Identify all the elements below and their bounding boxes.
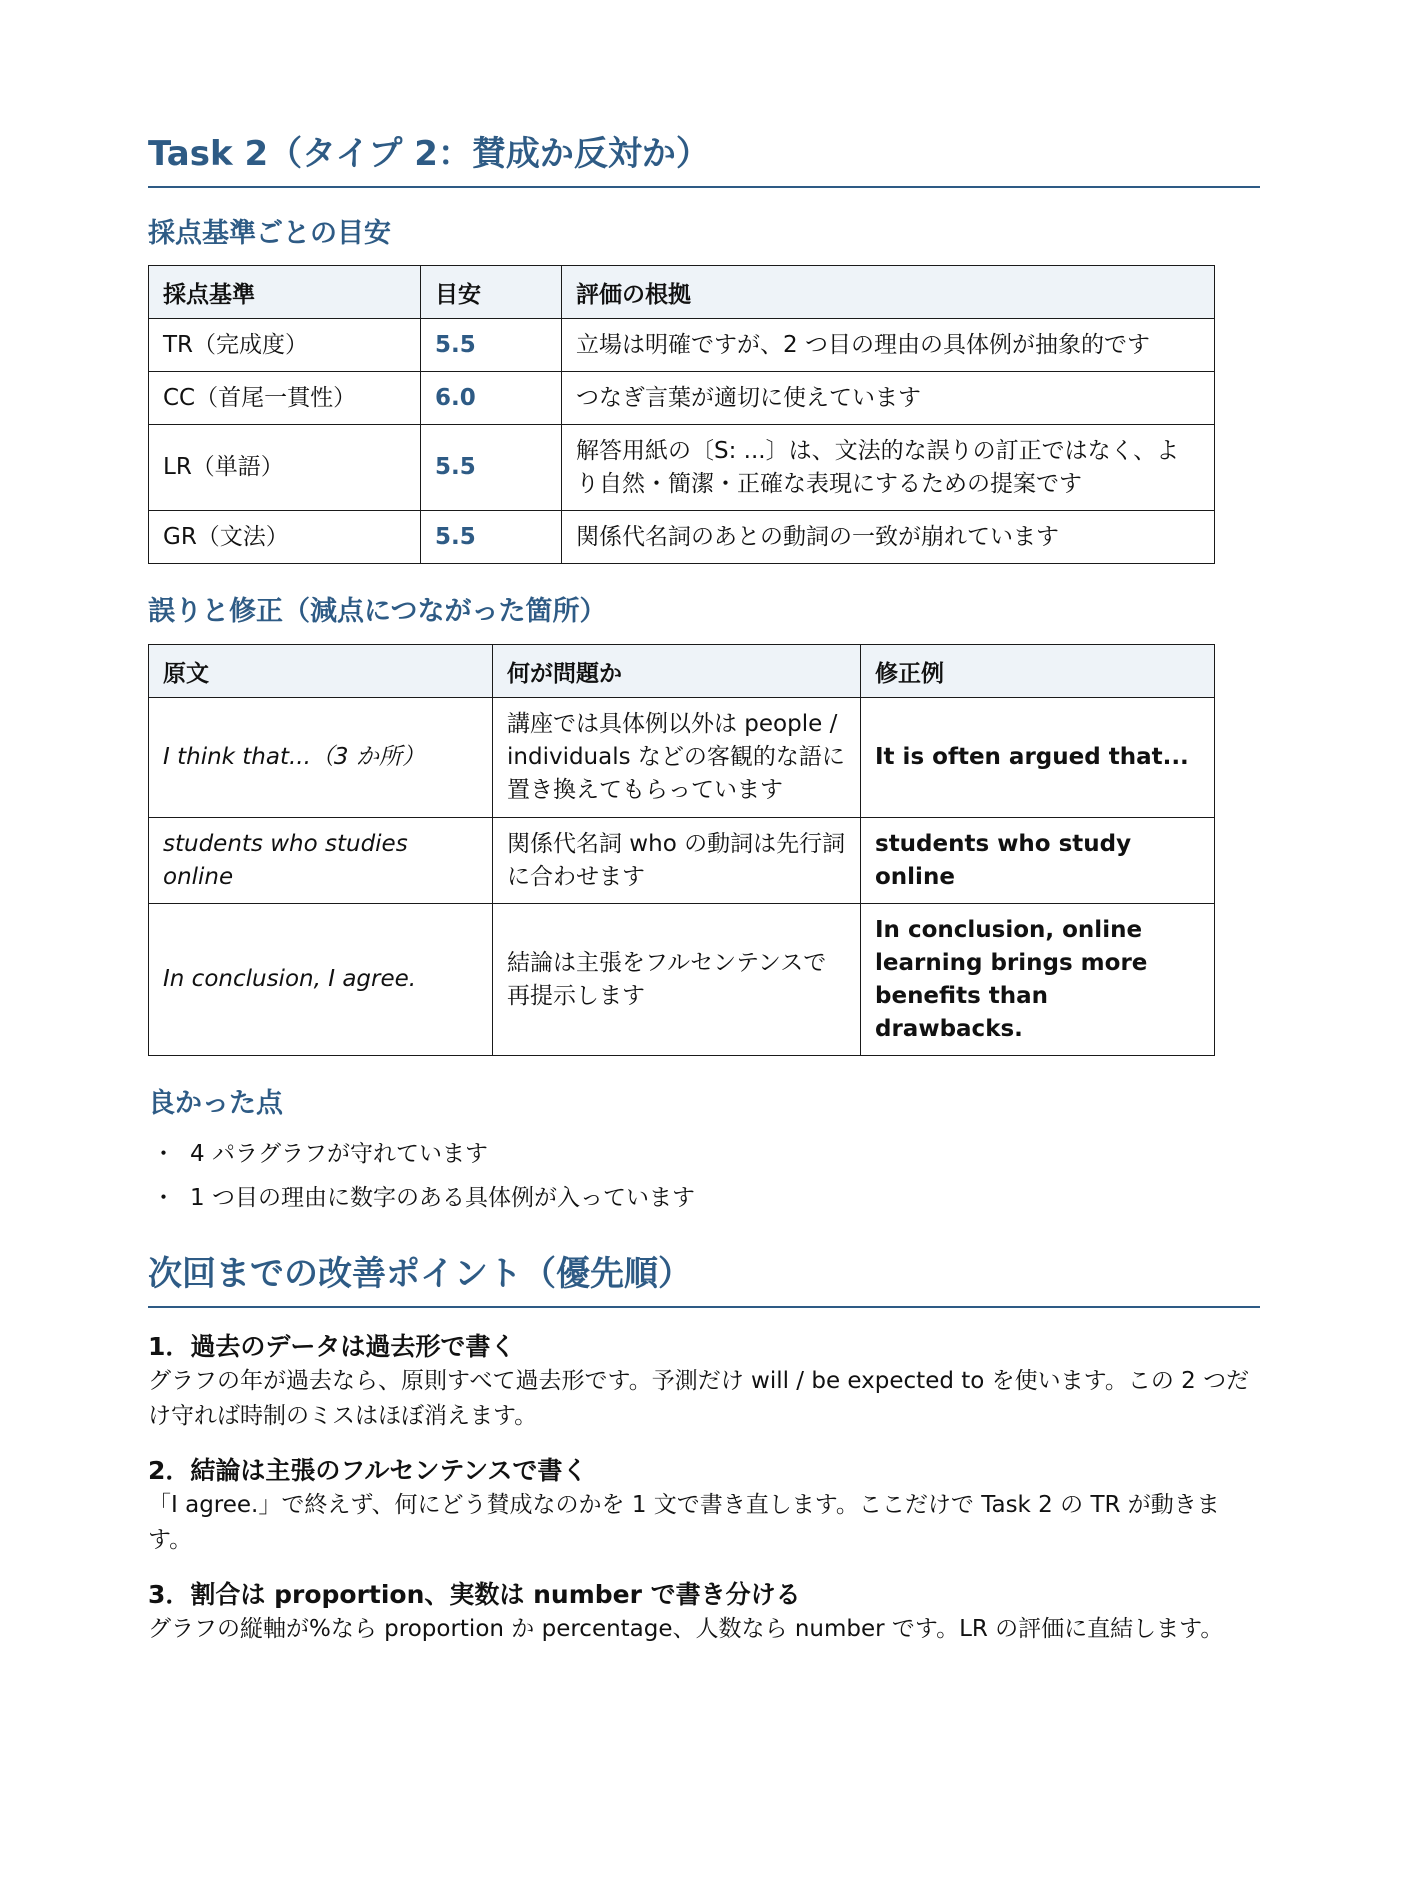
criterion-cell: TR（完成度） xyxy=(149,319,421,372)
list-item xyxy=(148,1176,1260,1220)
score-cell: 6.0 xyxy=(421,372,562,425)
next-improvements-heading: 次回までの改善ポイント（優先順） xyxy=(148,1252,1260,1308)
column-header: 採点基準 xyxy=(149,266,421,319)
correction-cell: In conclusion, online learning brings more benefits than drawbacks. xyxy=(861,904,1215,1056)
table-row xyxy=(149,818,1215,904)
task2-heading: Task 2（タイプ 2：賛成か反対か） xyxy=(148,132,1260,188)
improvement-item xyxy=(148,1330,1260,1434)
improvement-item xyxy=(148,1454,1260,1558)
list-item-text: 4 パラグラフが守れています xyxy=(190,1141,488,1167)
improvement-body: グラフの年が過去なら、原則すべて過去形です。予測だけ will / be expected to を使います。この 2 つだけ守れば時制のミスはほぼ消えます。 xyxy=(148,1368,1250,1429)
improvement-title: 2．結論は主張のフルセンテンスで書く xyxy=(148,1456,588,1485)
improvement-body: 「I agree.」で終えず、何にどう賛成なのかを 1 文で書き直します。ここだけで Task 2 の TR が動きます。 xyxy=(148,1492,1220,1553)
original-text-cell: In conclusion, I agree. xyxy=(149,904,493,1056)
column-header: 評価の根拠 xyxy=(562,266,1215,319)
column-header: 修正例 xyxy=(861,645,1215,698)
reason-cell: 関係代名詞のあとの動詞の一致が崩れています xyxy=(562,511,1215,564)
correction-cell: It is often argued that... xyxy=(861,698,1215,818)
criterion-cell: LR（単語） xyxy=(149,425,421,511)
column-header: 何が問題か xyxy=(493,645,861,698)
criteria-table xyxy=(148,265,1215,564)
reason-cell: 解答用紙の〔S: ...〕は、文法的な誤りの訂正ではなく、より自然・簡潔・正確な表現にするための提案です xyxy=(562,425,1215,511)
table-row xyxy=(149,698,1215,818)
table-row xyxy=(149,319,1215,372)
list-item xyxy=(148,1132,1260,1176)
good-points-list xyxy=(148,1132,1260,1220)
good-points-heading: 良かった点 xyxy=(148,1088,283,1119)
correction-cell: students who study online xyxy=(861,818,1215,904)
table-row xyxy=(149,425,1215,511)
document-content xyxy=(148,132,1260,1647)
bullet-marker: ・ xyxy=(152,1185,175,1211)
improvement-item xyxy=(148,1578,1260,1647)
original-text-cell: students who studies online xyxy=(149,818,493,904)
list-item-text: 1 つ目の理由に数字のある具体例が入っています xyxy=(190,1185,695,1211)
column-header: 原文 xyxy=(149,645,493,698)
criteria-header-row xyxy=(149,266,1215,319)
table-row xyxy=(149,904,1215,1056)
column-header: 目安 xyxy=(421,266,562,319)
reason-cell: つなぎ言葉が適切に使えています xyxy=(562,372,1215,425)
score-cell: 5.5 xyxy=(421,319,562,372)
original-text-cell: I think that...（3 か所） xyxy=(149,698,493,818)
criteria-heading: 採点基準ごとの目安 xyxy=(148,218,391,249)
criterion-cell: CC（首尾一貫性） xyxy=(149,372,421,425)
score-cell: 5.5 xyxy=(421,511,562,564)
problem-cell: 結論は主張をフルセンテンスで再提示します xyxy=(493,904,861,1056)
table-row xyxy=(149,372,1215,425)
problem-cell: 関係代名詞 who の動詞は先行詞に合わせます xyxy=(493,818,861,904)
improvement-title: 1．過去のデータは過去形で書く xyxy=(148,1332,516,1361)
criterion-cell: GR（文法） xyxy=(149,511,421,564)
improvement-title: 3．割合は proportion、実数は number で書き分ける xyxy=(148,1580,801,1609)
reason-cell: 立場は明確ですが、2 つ目の理由の具体例が抽象的です xyxy=(562,319,1215,372)
table-row xyxy=(149,511,1215,564)
errors-table xyxy=(148,644,1215,1056)
bullet-marker: ・ xyxy=(152,1141,175,1167)
score-cell: 5.5 xyxy=(421,425,562,511)
improvement-body: グラフの縦軸が%なら proportion か percentage、人数なら number です。LR の評価に直結します。 xyxy=(148,1616,1224,1642)
problem-cell: 講座では具体例以外は people / individuals などの客観的な語に置き換えてもらっています xyxy=(493,698,861,818)
errors-header-row xyxy=(149,645,1215,698)
errors-heading: 誤りと修正（減点につながった箇所） xyxy=(148,596,607,627)
